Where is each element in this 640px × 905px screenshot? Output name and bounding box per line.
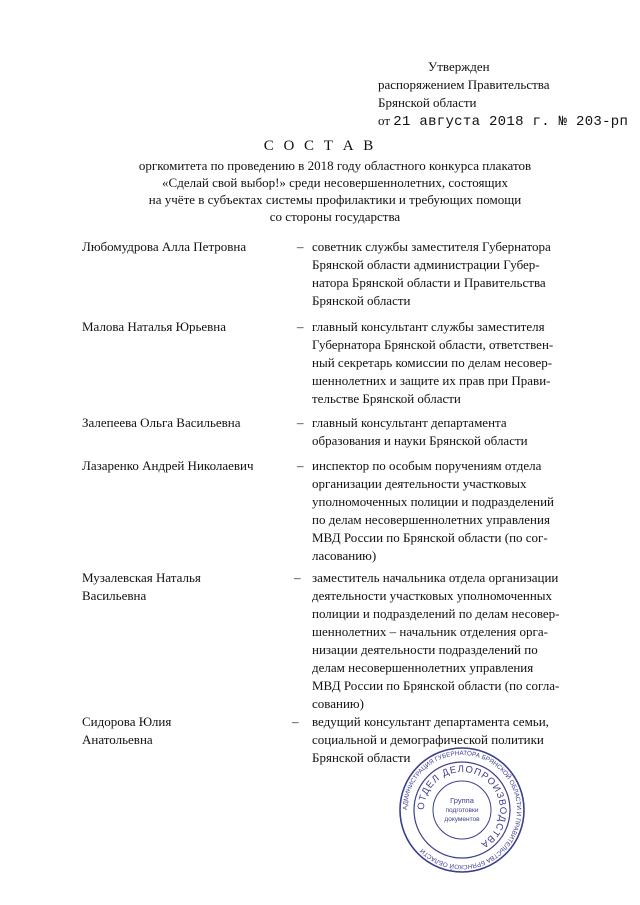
member-role [312,238,597,310]
member-name [82,238,287,256]
member-role-line: главный консультант департамента [312,415,507,430]
subtitle-line: оргкомитета по проведению в 2018 году областного конкурса плакатов [138,158,532,173]
member-role-line: главный консультант службы заместителя [312,319,545,334]
member-name-line: Залепеева Ольга Васильевна [82,415,241,430]
member-role-line: уполномоченных полиции и подразделений [312,494,555,509]
member-dash: – [297,239,304,254]
member-role-line: деятельности участковых уполномоченных [312,588,553,603]
official-stamp [398,746,526,874]
member-name [82,713,287,749]
subtitle-line: «Сделай свой выбор!» среди несовершеннолетних, состоящих [162,175,508,190]
member-name-line: Анатольевна [82,732,153,747]
approval-date-value: 21 августа 2018 г. № 203-рп [393,114,629,130]
stamp-center-line: Группа [450,796,474,805]
member-role-line: Брянской области [312,293,411,308]
stamp-center-line: подготовки [445,807,479,814]
member-dash: – [297,319,304,334]
member-role-line: по делам несовершеннолетних управления [312,512,550,527]
member-role-line: советник службы заместителя Губернатора [312,239,551,254]
member-role-line: МВД России по Брянской области (по согла- [312,678,560,693]
document-subtitle [100,157,570,225]
member-role [312,457,597,565]
member-role-line: полиции и подразделений по делам несовер- [312,606,560,621]
member-dash: – [294,570,301,585]
member-role-line: сованию) [312,696,364,711]
member-name-line: Васильевна [82,588,147,603]
member-role-line: делам несовершеннолетних управления [312,660,534,675]
member-name-line: Лазаренко Андрей Николаевич [82,458,254,473]
member-name [82,318,287,336]
subtitle-line: со стороны государства [269,209,401,224]
member-role [312,414,597,450]
member-role-line: Брянской области [312,750,411,765]
member-role-line: инспектор по особым поручениям отдела [312,458,542,473]
member-role-line: шеннолетних и защите их прав при Прави- [312,373,551,388]
stamp-inner-text: ОТДЕЛ ДЕЛОПРОИЗВОДСТВА [415,763,509,851]
stamp-center-line: документов [444,816,480,823]
member-role-line: ный секретарь комиссии по делам несовер- [312,355,553,370]
member-dash: – [292,714,299,729]
member-dash: – [297,458,304,473]
approval-date-prefix: от [378,113,391,128]
member-name-line: Музалевская Наталья [82,570,201,585]
member-role-line: заместитель начальника отдела организации [312,570,559,585]
member-role [312,569,597,713]
member-role-line: шеннолетних – начальник отделения орга- [312,624,548,639]
subtitle-line: на учёте в субъектах системы профилактики и требующих помощи [148,192,522,207]
approval-line-3: Брянской области [378,95,477,110]
member-role-line: ласованию) [312,548,377,563]
member-role-line: организации деятельности участковых [312,476,527,491]
approval-block [378,58,628,131]
member-name-line: Малова Наталья Юрьевна [82,319,227,334]
member-role-line: низации деятельности подразделений по [312,642,538,657]
member-role-line: ведущий консультант департамента семьи, [312,714,549,729]
member-role-line: натора Брянской области и Правительства [312,275,546,290]
member-dash: – [297,415,304,430]
stamp-outer-text: АДМИНИСТРАЦИЯ ГУБЕРНАТОРА БРЯНСКОЙ ОБЛАСТИ И ПРАВИТЕЛЬСТВА БРЯНСКОЙ ОБЛАСТИ [401,749,523,871]
approval-date-line [378,112,628,131]
member-name [82,457,287,475]
member-role-line: Брянской области администрации Губер- [312,257,540,272]
member-role-line: Губернатора Брянской области, ответствен- [312,337,554,352]
member-role-line: социальной и демографической политики [312,732,544,747]
member-role-line: образования и науки Брянской области [312,433,528,448]
member-role [312,318,597,408]
member-role-line: МВД России по Брянской области (по сог- [312,530,548,545]
member-role-line: тельстве Брянской области [312,391,461,406]
document-title: С О С Т А В [263,138,377,154]
approval-line-2: распоряжением Правительства [378,77,550,92]
member-name [82,569,287,605]
approval-line-1: Утвержден [428,59,490,74]
member-name-line: Сидорова Юлия [82,714,172,729]
member-name-line: Любомудрова Алла Петровна [82,239,247,254]
member-name [82,414,287,432]
